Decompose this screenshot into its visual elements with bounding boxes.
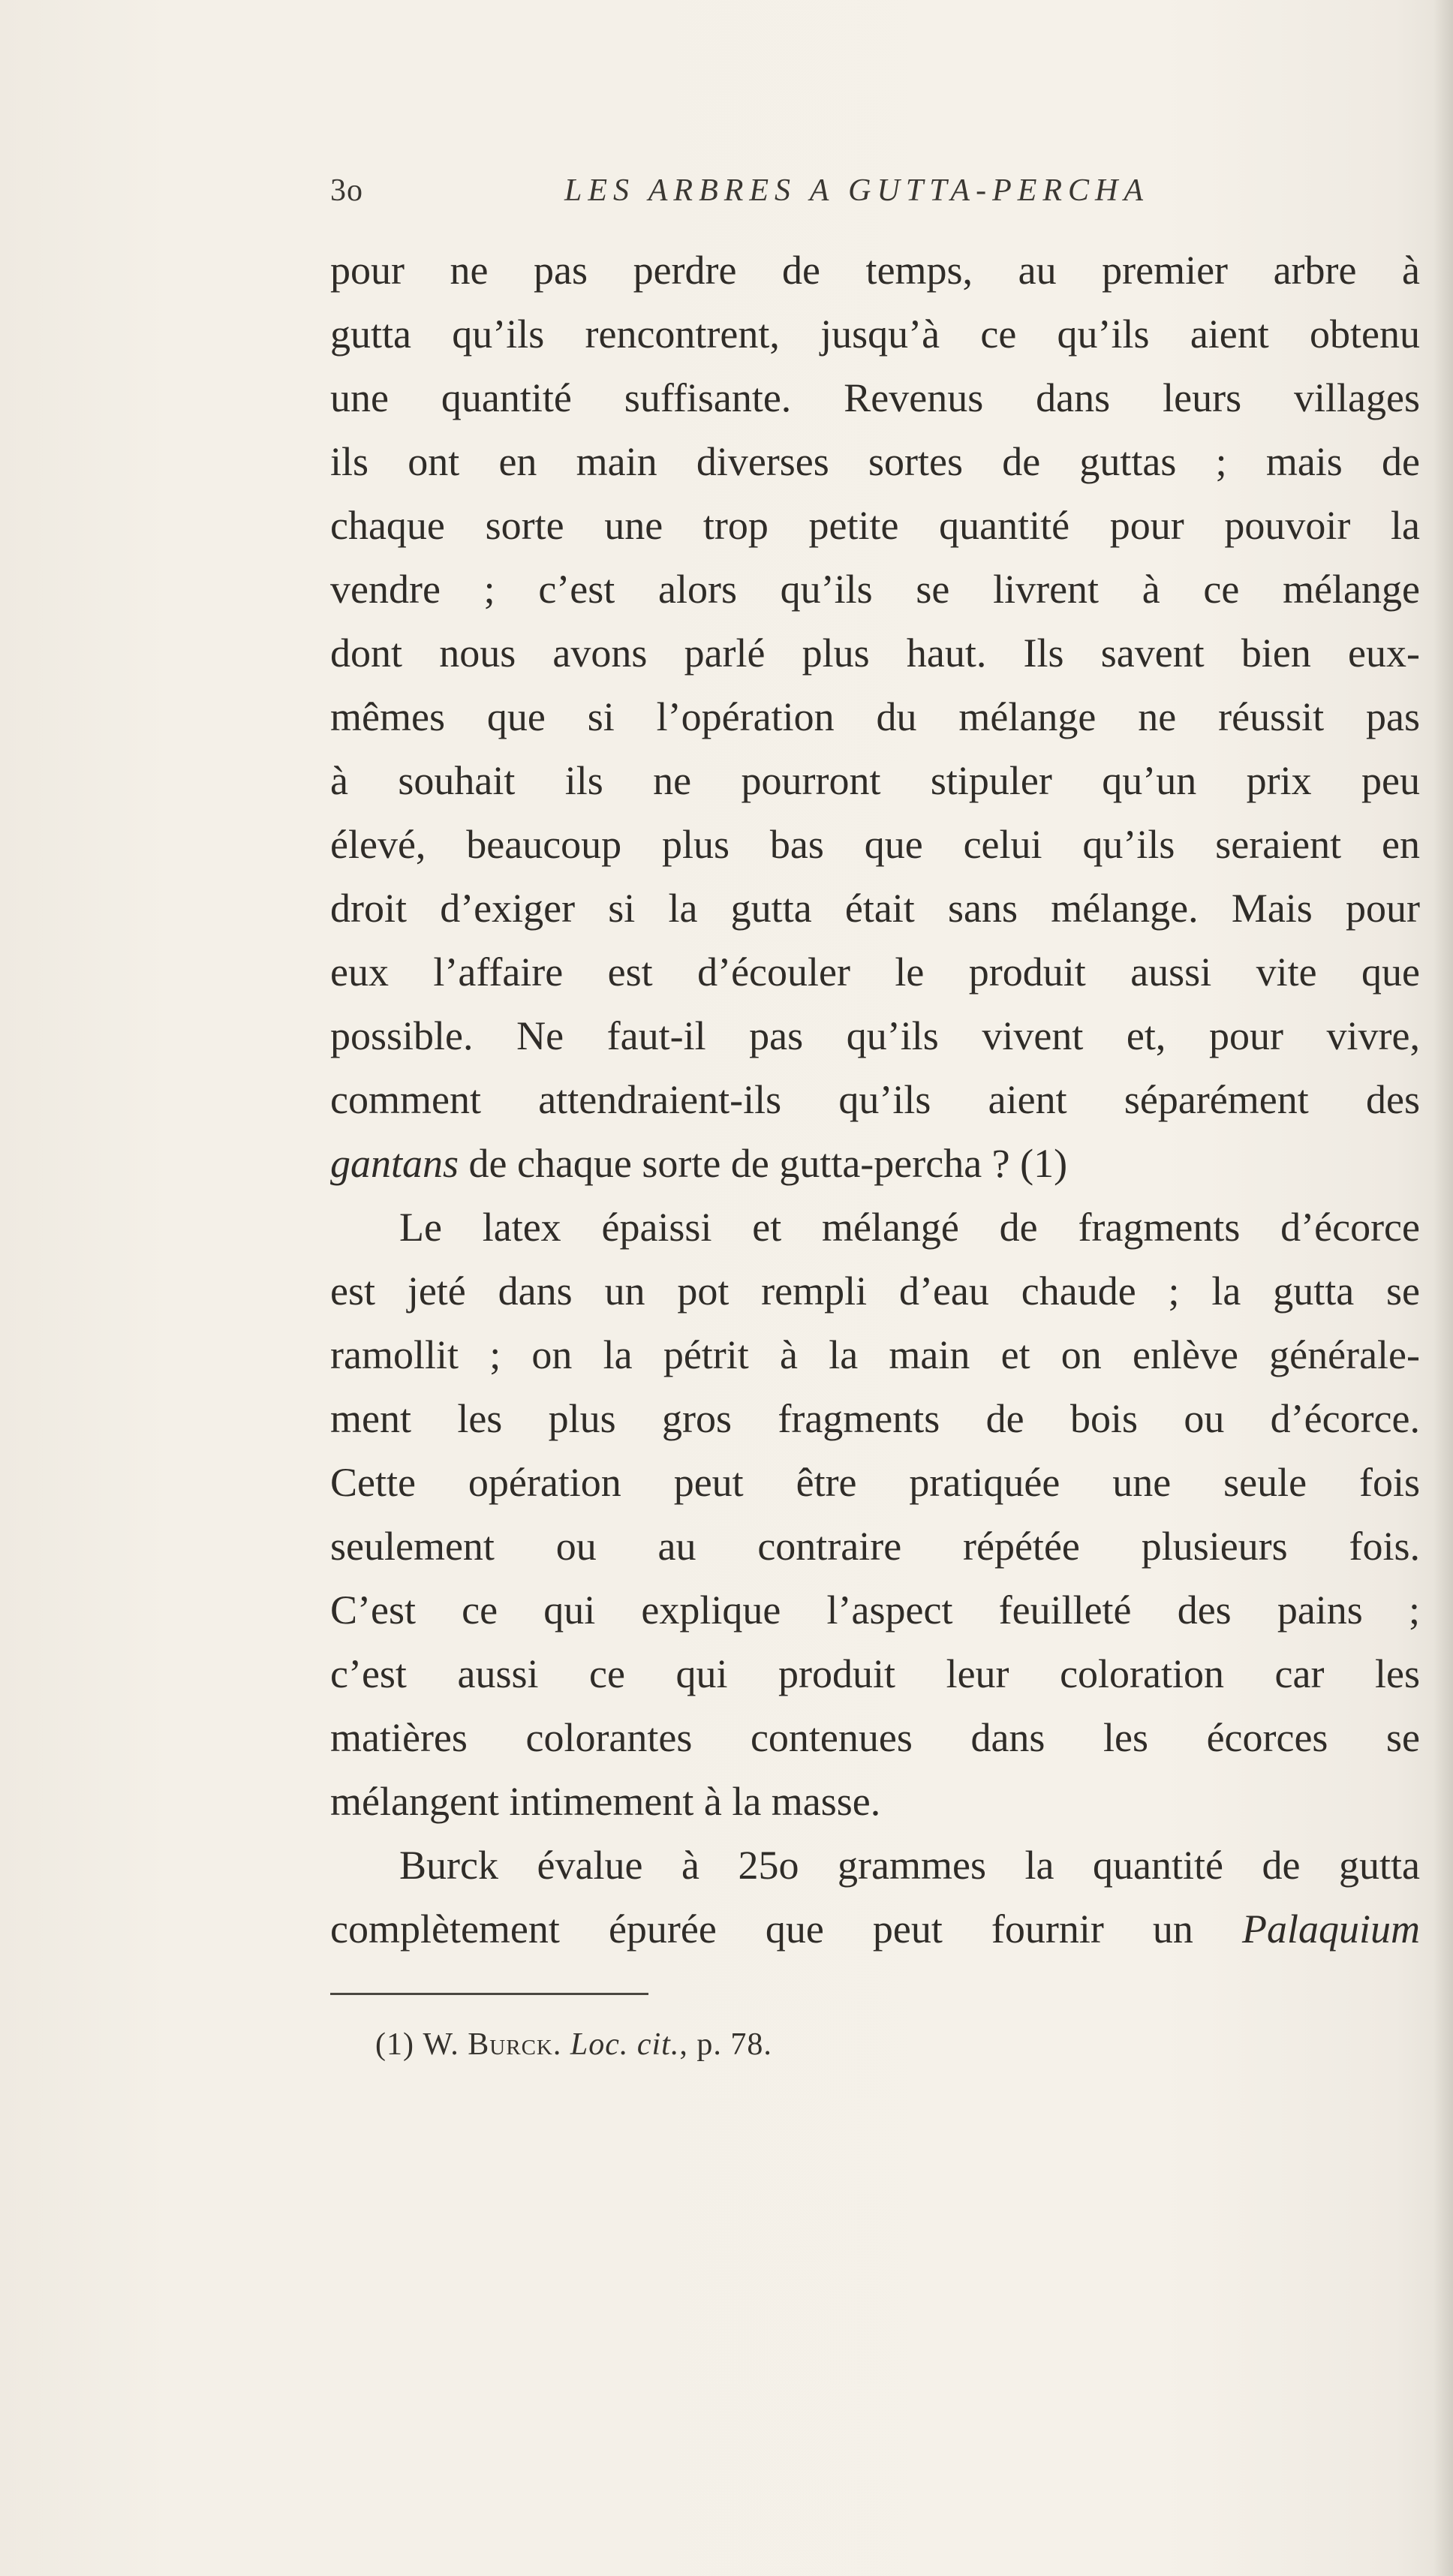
footnote-page: , p. 78. xyxy=(679,2027,772,2062)
italic-term-gantans: gantans xyxy=(330,1141,459,1186)
text-line: ils ont en main diverses sortes de guttas ; mais de xyxy=(330,439,1420,484)
page-edge-shadow xyxy=(1433,0,1453,2576)
line-text: complètement épurée que peut fournir un xyxy=(330,1906,1242,1952)
text-line: chaque sorte une trop petite quantité pour pouvoir la xyxy=(330,503,1420,548)
paragraph-start-line: Le latex épaissi et mélangé de fragments d’écorce xyxy=(399,1205,1420,1250)
text-line: ment les plus gros fragments de bois ou d’écorce. xyxy=(330,1396,1420,1441)
text-line: est jeté dans un pot rempli d’eau chaude ; la gutta se xyxy=(330,1268,1420,1314)
text-line: élevé, beaucoup plus bas que celui qu’ils seraient en xyxy=(330,822,1420,867)
body-text xyxy=(330,239,1420,1961)
text-line: comment attendraient-ils qu’ils aient séparément des xyxy=(330,1077,1420,1122)
text-line: une quantité suffisante. Revenus dans leurs villages xyxy=(330,375,1420,420)
text-line: ramollit ; on la pétrit à la main et on enlève générale- xyxy=(330,1332,1420,1377)
text-line: droit d’exiger si la gutta était sans mélange. Mais pour xyxy=(330,886,1420,931)
text-line: c’est aussi ce qui produit leur coloration car les xyxy=(330,1651,1420,1696)
text-line: vendre ; c’est alors qu’ils se livrent à ce mélange xyxy=(330,567,1420,612)
paragraph-end-line: mélangent intimement à la masse. xyxy=(330,1779,881,1824)
footnote-author: W. Burck. xyxy=(423,2027,562,2062)
text-line: Cette opération peut être pratiquée une seule fois xyxy=(330,1460,1420,1505)
text-line: possible. Ne faut-il pas qu’ils vivent et, pour vivre, xyxy=(330,1013,1420,1058)
paragraph-start-line: Burck évalue à 25o grammes la quantité de gutta xyxy=(399,1843,1420,1888)
page-header xyxy=(330,173,1418,225)
text-line: à souhait ils ne pourront stipuler qu’un prix peu xyxy=(330,758,1420,803)
text-line: C’est ce qui explique l’aspect feuilleté des pains ; xyxy=(330,1587,1420,1633)
text-line xyxy=(330,1897,1420,1961)
text-line: seulement ou au contraire répétée plusieurs fois. xyxy=(330,1524,1420,1569)
text-line: eux l’affaire est d’écouler le produit aussi vite que xyxy=(330,949,1420,995)
italic-term-palaquium: Palaquium xyxy=(1242,1906,1420,1952)
page-number: 3o xyxy=(330,173,363,208)
text-line: mêmes que si l’opération du mélange ne réussit pas xyxy=(330,694,1420,739)
text-line: dont nous avons parlé plus haut. Ils savent bien eux- xyxy=(330,630,1420,676)
text-line: gutta qu’ils rencontrent, jusqu’à ce qu’ils aient obtenu xyxy=(330,311,1420,357)
footnote-marker: (1) xyxy=(375,2027,414,2062)
text-line-with-footnote-ref xyxy=(330,1132,1420,1196)
line-remainder: de chaque sorte de gutta-percha ? (1) xyxy=(459,1141,1068,1186)
text-line: pour ne pas perdre de temps, au premier arbre à xyxy=(330,248,1420,293)
footnote-citation: Loc. cit. xyxy=(570,2027,680,2062)
footnote-divider xyxy=(330,1993,648,1995)
text-line: matières colorantes contenues dans les écorces se xyxy=(330,1715,1420,1760)
footnote xyxy=(375,2027,772,2063)
running-title: LES ARBRES A GUTTA-PERCHA xyxy=(564,173,1150,208)
